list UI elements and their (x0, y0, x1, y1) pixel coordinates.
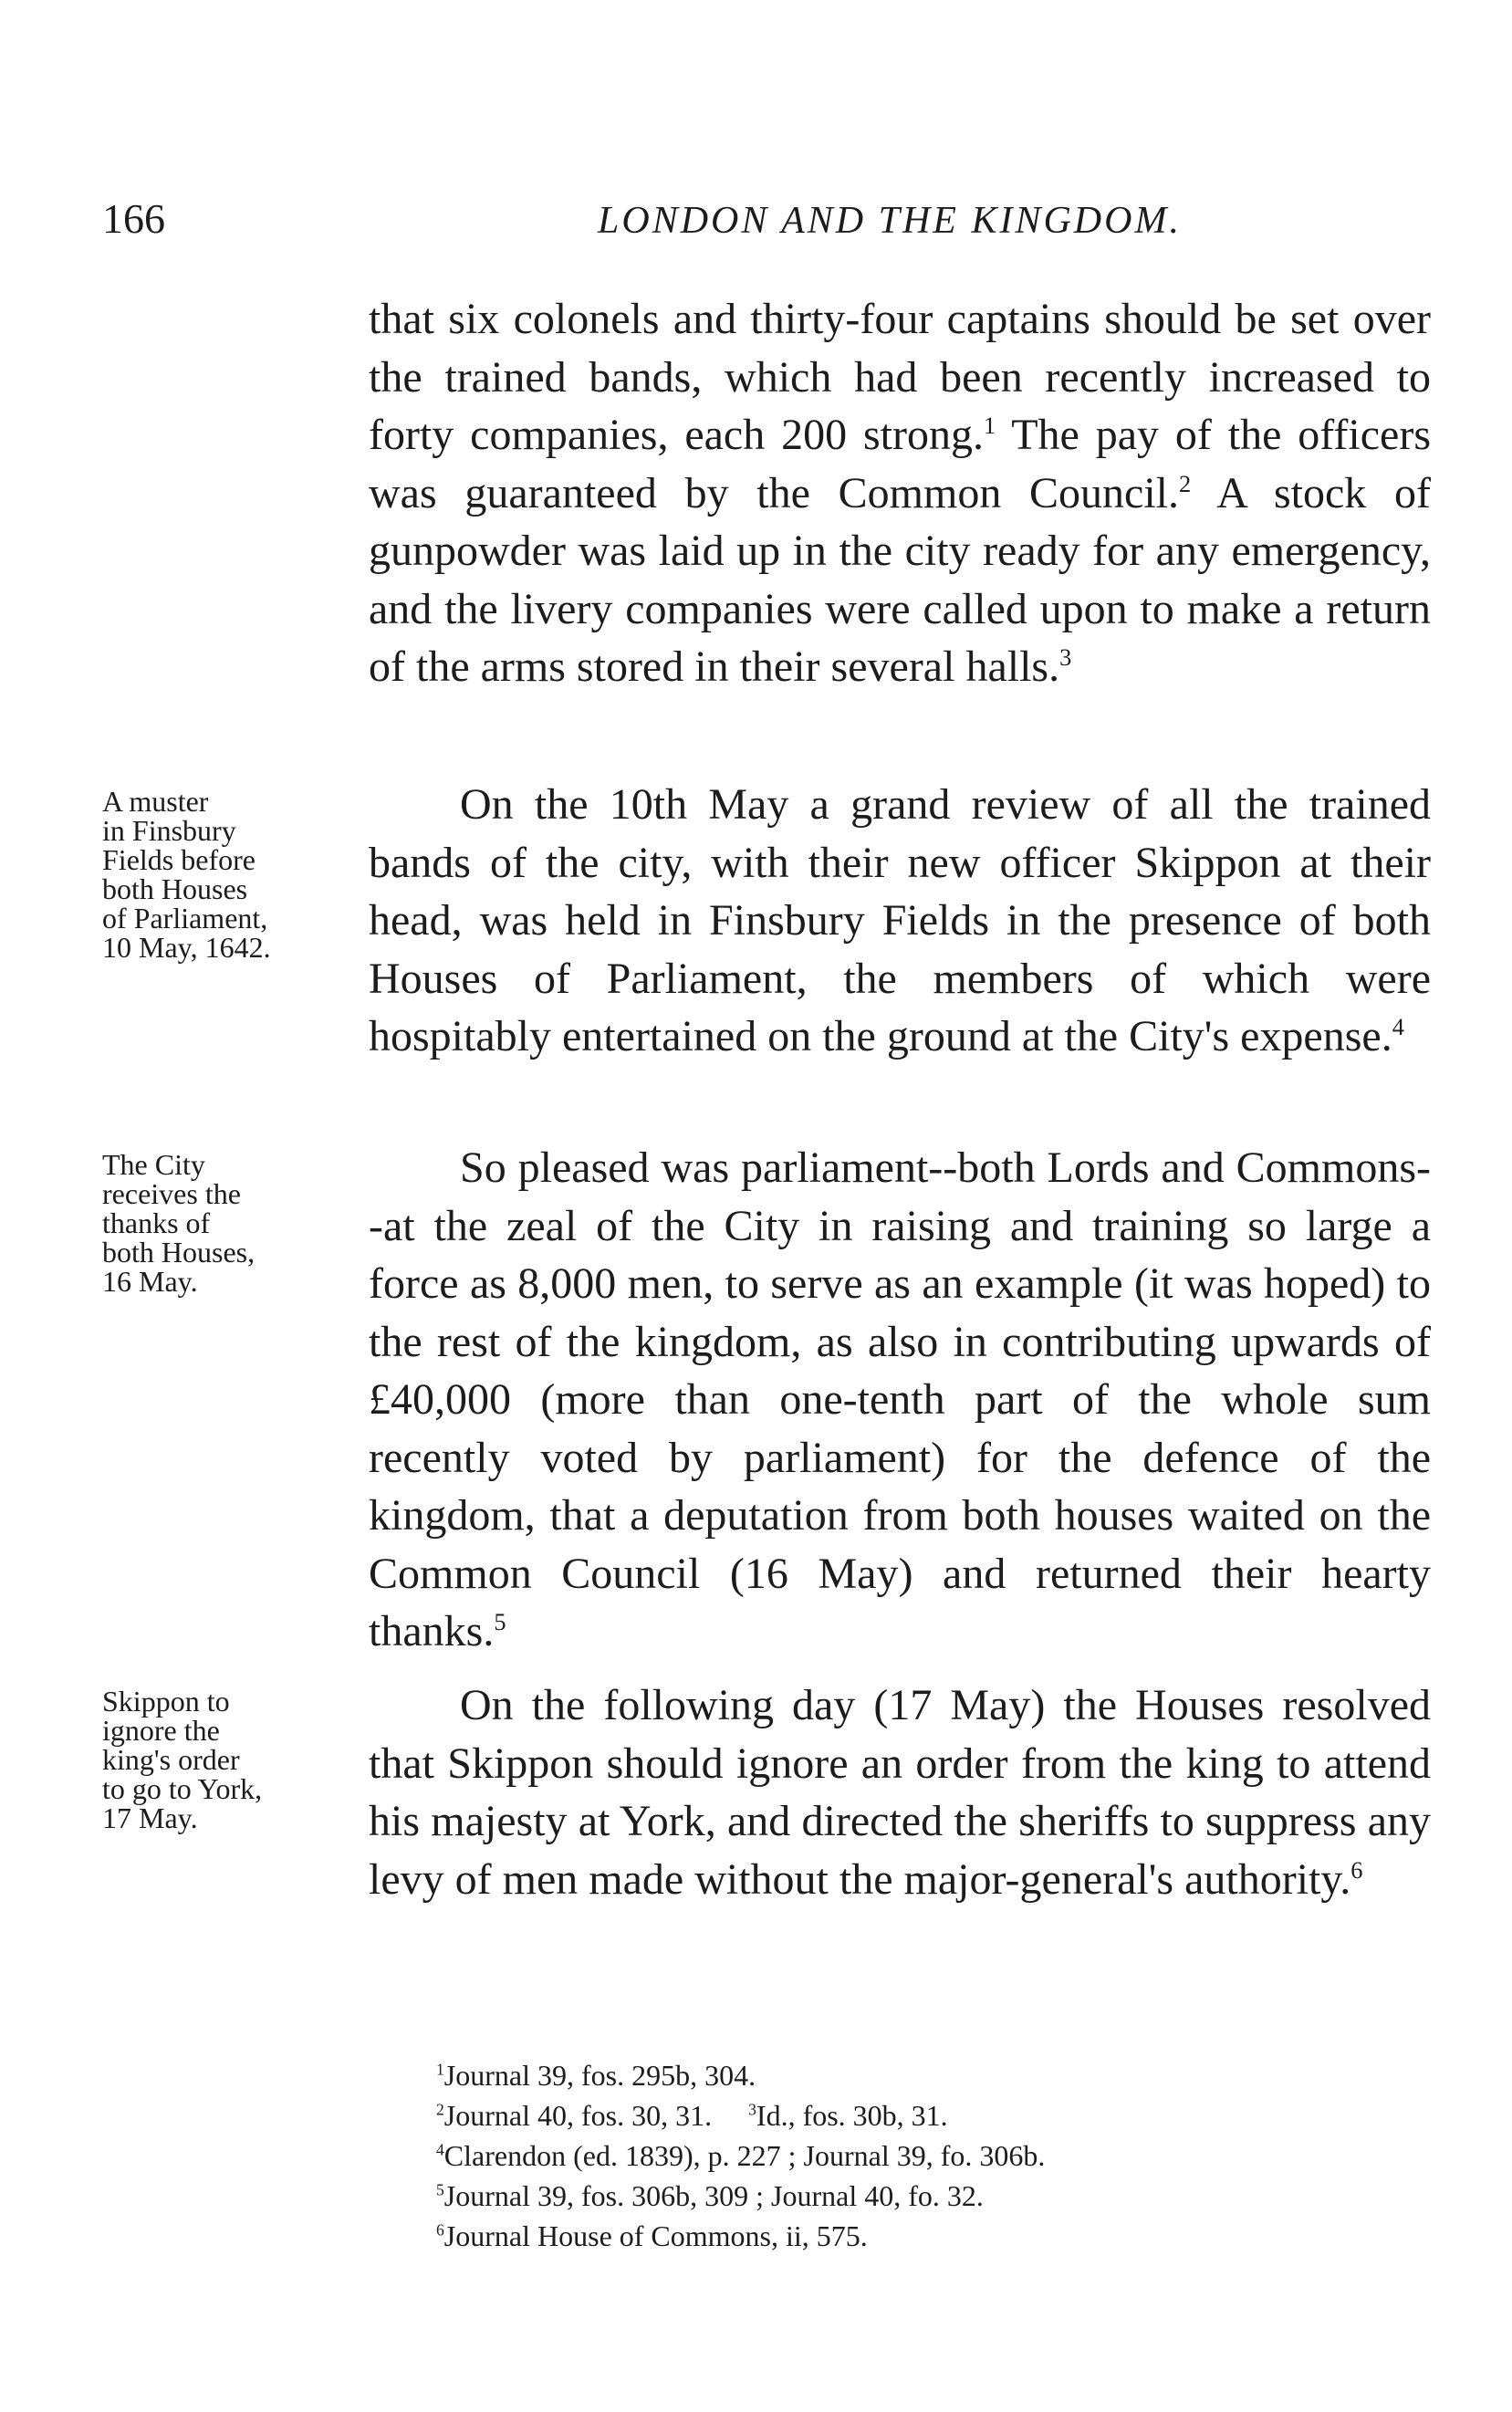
footnote-ref: 1 (984, 412, 996, 439)
margin-note: A muster in Finsbury Fields before both Houses of Parliament, 10 May, 1642. (102, 785, 271, 964)
margin-note: The City receives the thanks of both Houses, 16 May. (102, 1148, 255, 1298)
body-paragraph: On the 10th May a grand review of all the trained bands of the city, with their new officer Skippon at their head, was held in Finsbury Fields in the presence of both Houses of Parliament, the members of which were hospitably entertained on the ground at the City's expense.$^4$ (369, 780, 1431, 1060)
footnote: $^1$Journal 39, fos. 295b, 304. (436, 2059, 756, 2092)
margin-note: Skippon to ignore the king's order to go to York, 17 May. (102, 1685, 263, 1834)
footnote-ref: 3 (1059, 643, 1072, 671)
footnotes (436, 2055, 1045, 2256)
footnote: $^6$Journal House of Commons, ii, 575. (436, 2219, 868, 2252)
page-number: 166 (102, 195, 165, 242)
body-paragraph: that six colonels and thirty-four captains should be set over the trained bands, which had been recently increased to forty companies, each 200 strong.$^1$ The pay of the officers was guaranteed by the Common Council.$^2$ A stock of gunpowder was laid up in the city ready for any emergency, and the livery companies were called upon to make a return of the arms stored in their several halls.$^3$ (369, 295, 1431, 691)
footnote-ref: 6 (1350, 1855, 1363, 1884)
footnote-ref: 4 (1392, 1013, 1404, 1040)
footnote: $^2$Journal 40, fos. 30, 31. $^3$Id., fos. 30b, 31. (436, 2099, 948, 2132)
footnote-ref: 5 (494, 1608, 506, 1635)
footnote-ref: 2 (1179, 469, 1192, 497)
body-paragraph: On the following day (17 May) the Houses resolved that Skippon should ignore an order from the king to attend his majesty at York, and directed the sheriffs to suppress any levy of men made without the major-general's authority.$^6$ (369, 1681, 1431, 1904)
footnote: $^4$Clarendon (ed. 1839), p. 227 ; Journal 39, fo. 306b. (436, 2139, 1046, 2172)
body-paragraph: So pleased was parliament--both Lords and Commons--at the zeal of the City in raising and training so large a force as 8,000 men, to serve as an example (it was hoped) to the rest of the kingdom, as also in contributing upwards of £40,000 (more than one-tenth part of the whole sum recently voted by parliament) for the defence of the kingdom, that a deputation from both houses waited on the Common Council (16 May) and returned their hearty thanks.$^5$ (369, 1143, 1431, 1655)
running-title: LONDON AND THE KINGDOM. (598, 200, 1182, 242)
footnote: $^5$Journal 39, fos. 306b, 309 ; Journal 40, fo. 32. (436, 2179, 984, 2212)
